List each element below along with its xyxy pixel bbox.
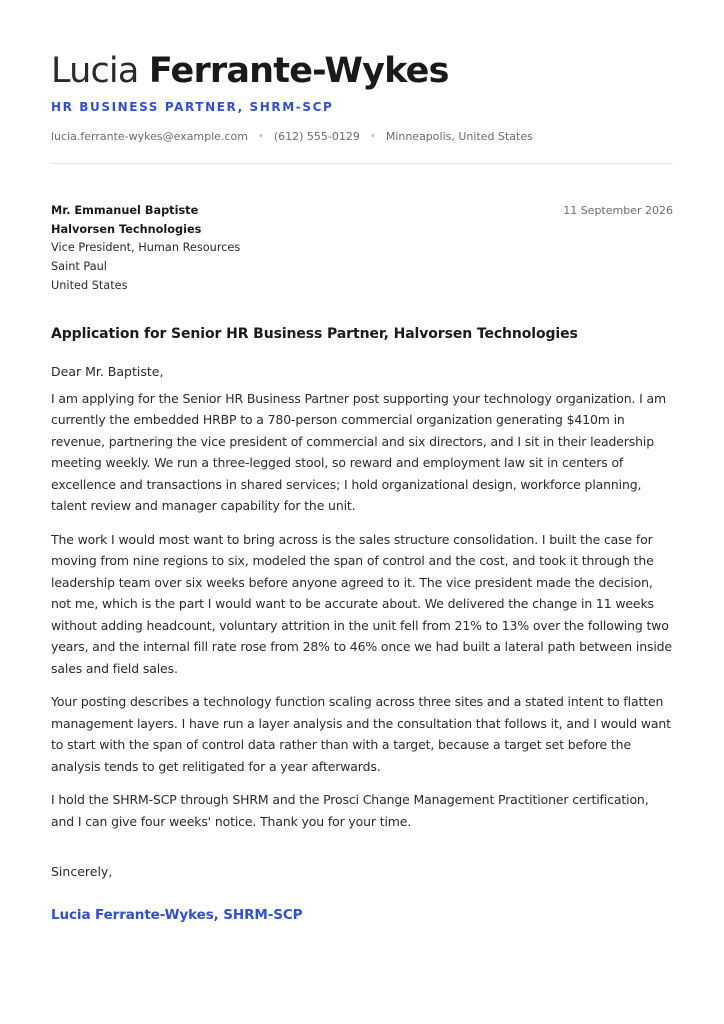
recipient-company: Halvorsen Technologies — [51, 222, 202, 236]
recipient-role: Vice President, Human Resources — [51, 241, 241, 255]
letter-salutation: Dear Mr. Baptiste, — [51, 363, 164, 379]
recipient-city: Saint Paul — [51, 260, 107, 274]
applicant-name — [51, 50, 673, 92]
contact-separator: • — [257, 131, 264, 142]
body-paragraph: Your posting describes a technology function scaling across three sites and a stated intent to flatten management layers. I have run a layer analysis and the consultation that follows it, and I would want to start with the span of control data rather than with a target, because a target set before the analysis tends to get relitigated for a year afterwards. — [51, 694, 671, 774]
applicant-last-name: Ferrante-Wykes — [148, 51, 449, 91]
letter-signature: Lucia Ferrante-Wykes, SHRM-SCP — [51, 907, 303, 924]
contact-location: Minneapolis, United States — [385, 130, 533, 143]
body-paragraph: I am applying for the Senior HR Business Partner post supporting your technology organization. I am currently the embedded HRBP to a 780-person commercial organization generating $410m in revenue, partnering the vice president of commercial and six directors, and I sit in their leadership meeting weekly. We run a three-legged stool, so reward and employment law sit in centers of excellence and transactions in shared services; I hold organizational design, workforce planning, talent review and manager capability for the unit. — [51, 390, 667, 514]
body-paragraph: I hold the SHRM-SCP through SHRM and the Prosci Change Management Practitioner certification, and I can give four weeks' notice. Thank you for your time. — [51, 792, 649, 829]
recipient-block — [51, 202, 240, 296]
contact-separator: • — [369, 131, 376, 142]
letter-closing: Sincerely, — [51, 864, 113, 880]
recipient-name: Mr. Emmanuel Baptiste — [51, 204, 199, 217]
applicant-first-name: Lucia — [51, 51, 139, 91]
applicant-job-title: HR BUSINESS PARTNER, SHRM-SCP — [51, 100, 334, 114]
letter-date: 11 September 2026 — [563, 204, 673, 217]
letter-body — [51, 388, 673, 833]
letter-subject: Application for Senior HR Business Partner, Halvorsen Technologies — [51, 325, 578, 342]
letter-meta — [51, 202, 673, 296]
body-paragraph: The work I would most want to bring across is the sales structure consolidation. I built the case for moving from nine regions to six, modeled the span of control and the cost, and took it through the leadership team over six weeks before anyone agreed to it. The vice president made the decision, not me, which is the part I would want to be accurate about. We delivered the change in 11 weeks without adding headcount, voluntary attrition in the unit fell from 21% to 13% over the following two years, and the internal fill rate rose from 28% to 46% once we had built a lateral path between inside sales and field sales. — [51, 531, 672, 676]
contact-email[interactable]: lucia.ferrante-wykes@example.com — [51, 130, 248, 143]
header-divider — [51, 163, 673, 164]
recipient-country: United States — [51, 278, 128, 292]
contact-line — [51, 130, 673, 143]
contact-phone[interactable]: (612) 555-0129 — [273, 130, 360, 143]
